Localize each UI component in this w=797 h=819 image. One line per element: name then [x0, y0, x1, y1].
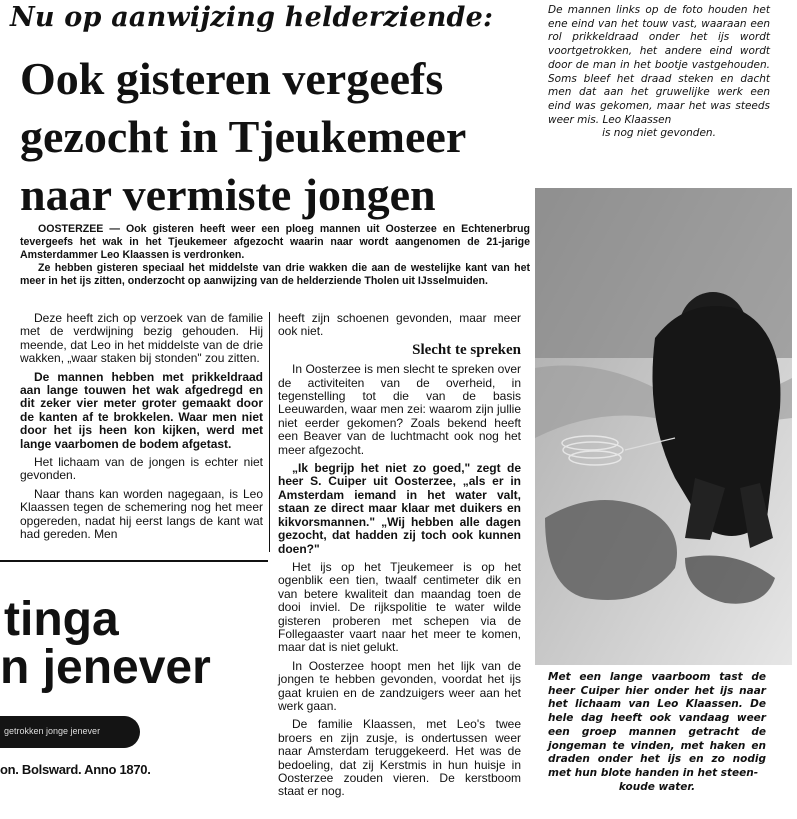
subheading: Slecht te spreken [412, 341, 521, 358]
col1-paragraph: De mannen hebben met prikkeldraad aan lange touwen het wak afgedregd en dit zeker vier meter groter gemaakt door de kanten af te brokkelen. Waar men niet door het ijs heen kon kijken, werd met lange vaarbomen de bodem afgetast. [20, 369, 263, 451]
ad-brand-line-2: n jenever [0, 641, 211, 694]
col2-top-text: heeft zijn schoenen gevonden, maar meer ook niet. [278, 311, 521, 339]
article-column-2 [278, 312, 521, 804]
article-headline [20, 50, 540, 224]
col1-paragraph: Naar thans kan worden nagegaan, is Leo Klaassen tegen de schemering nog het meer opgereden, nadat hij eerst langs de kant wat had gereden. Men [20, 486, 263, 542]
photo-image [535, 188, 792, 665]
news-photo [535, 188, 792, 665]
caption-bottom-text: Met een lange vaarboom tast de heer Cuiper hier onder het ijs naar het lichaam van Leo Klaassen. De hele dag heeft ook vandaag weer een groep mannen getracht de jongeman te vinden, met haken en draden onder het ijs en zo nodig met hun blote handen in het steen- [548, 671, 766, 779]
ad-brand-line-1: tinga [4, 593, 119, 646]
col2-paragraph: In Oosterzee hoopt men het lijk van de jongen te hebben gevonden, voordat het ijs gaat kruien en de zandzuigers weer aan het werk gaan. [278, 658, 521, 713]
col2-paragraph: Het ijs op het Tjeukemeer is op het ogenblik een tien, twaalf centimeter dik en van betere kwaliteit dan maandag toen de dooi inviel. De rijkspolitie te water wilde gisteren proberen met schepen via de Follegaaster vaart naar het meer te komen, maar dat is niet gelukt. [278, 559, 521, 655]
lead-paragraph-2: Ze hebben gisteren speciaal het middelste van drie wakken die aan de westelijke kant van het meer in het ijs zitten, onderzocht op aanwijzing van de helderziende Tholen uit IJsselmuiden. [20, 262, 530, 287]
col2-paragraph: In Oosterzee is men slecht te spreken over de activiteiten van de overheid, in tegenstelling tot die van de basis Leeuwarden, waar men zei: waarom zijn jullie niet eerder gekomen? Zoals bekend heeft een Beaver van de luchtmacht ook nog het meer afgezocht. [278, 362, 521, 457]
caption-bottom-end: koude water. [618, 780, 696, 793]
ad-footer: on. Bolsward. Anno 1870. [0, 762, 151, 777]
ad-top-rule [0, 560, 268, 562]
headline-line-3: naar vermiste jongen [20, 169, 436, 220]
col1-paragraph: Deze heeft zich op verzoek van de familie met de verdwijning bezig gehouden. Hij meende, dat Leo in het middelste van de drie wakken, „waar staken bij stonden" zou zitten. [20, 311, 263, 366]
col2-paragraph: De familie Klaassen, met Leo's twee broers en zijn zusje, is ondertussen weer naar Amsterdam teruggekeerd. Het was de bedoeling, dat zij Kerstmis in hun huisje in Oosterzee zouden vieren. De kerstboom staat er nog. [278, 717, 521, 799]
photo-caption-top [548, 4, 770, 141]
headline-line-2: gezocht in Tjeukemeer [20, 111, 467, 162]
col2-paragraph: „Ik begrijp het niet zo goed," zegt de heer S. Cuiper uit Oosterzee, „als er in Amsterdam iemand in het water valt, staan ze direct maar klaar met duikers en kikvorsmannen." „Wij hebben alle dagen gezocht, dat hadden zij toch ook kunnen doen?" [278, 461, 521, 556]
article-column-1 [20, 312, 263, 547]
lead-paragraph-1: OOSTERZEE — Ook gisteren heeft weer een ploeg mannen uit Oosterzee en Echtenerbrug tevergeefs het wak in het Tjeukemeer afgezocht waarin naar wordt aangenomen de 21-jarige Amsterdammer Leo Klaassen is verdronken. [20, 223, 530, 261]
ad-black-banner [0, 716, 140, 748]
column-divider [269, 312, 270, 552]
headline-line-1: Ook gisteren vergeefs [20, 53, 444, 104]
photo-caption-bottom [548, 671, 766, 794]
col1-paragraph: Het lichaam van de jongen is echter niet gevonden. [20, 455, 263, 483]
caption-top-end: is nog niet gevonden. [602, 127, 716, 140]
article-kicker: Nu op aanwijzing helderziende: [10, 2, 494, 33]
ad-banner-text: getrokken jonge jenever [4, 726, 101, 736]
caption-top-text: De mannen links op de foto houden het ene eind van het touw vast, waaraan een rol prikkeldraad onder het ijs wordt voortgetrokken, het andere eind wordt door de man in het bootje vastgehouden. Soms bleef het draad steken en dacht men dat aan het gruwelijke werk een eind was gekomen, maar het was steeds weer mis. Leo Klaassen [548, 4, 770, 126]
article-lead [20, 223, 530, 288]
